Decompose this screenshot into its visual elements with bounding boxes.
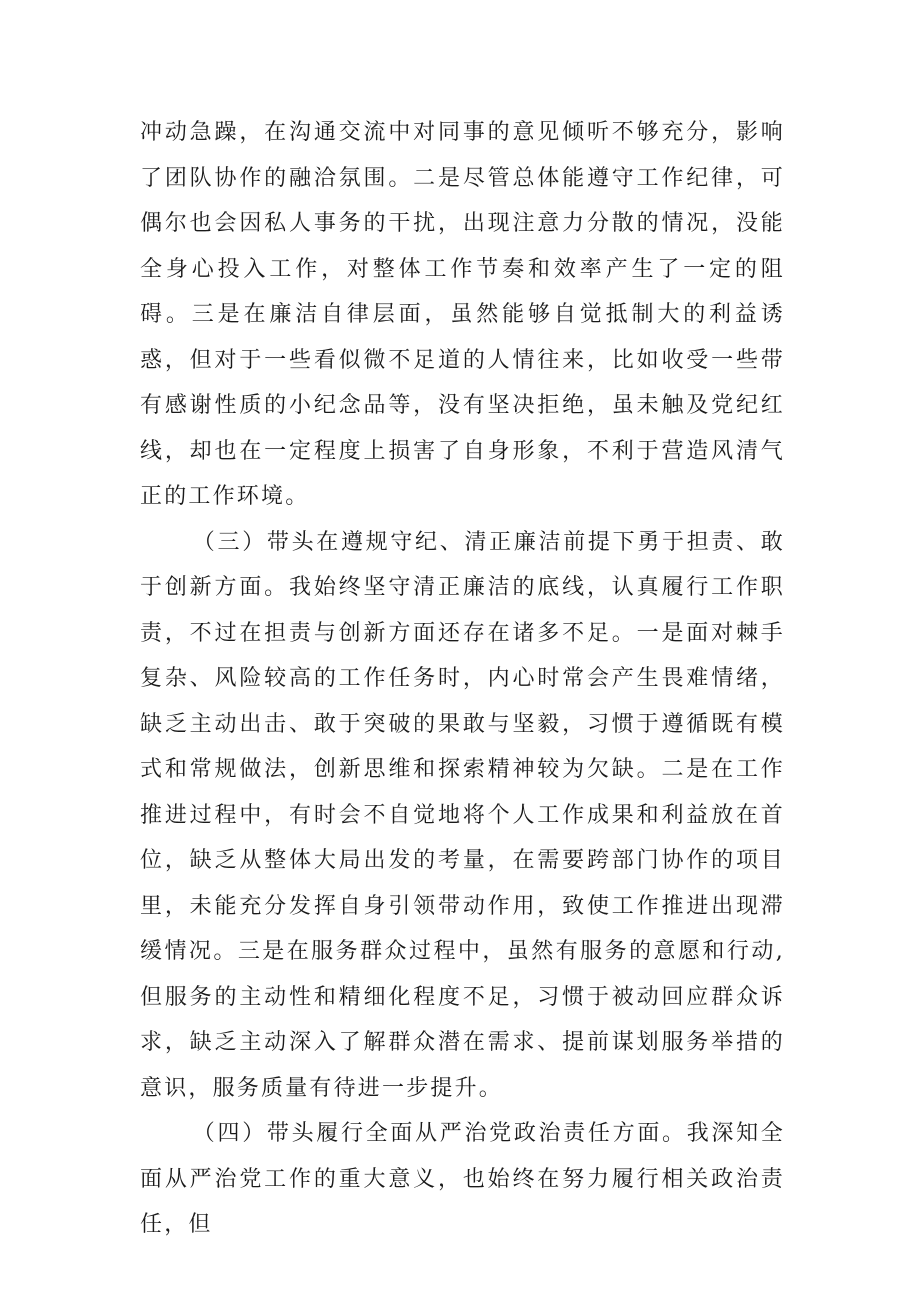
paragraph-continued: 冲动急躁，在沟通交流中对同事的意见倾听不够充分，影响了团队协作的融洽氛围。二是尽管总体能遵守工作纪律，可偶尔也会因私人事务的干扰，出现注意力分散的情况，没能全身心投入工作，对整体工作节奏和效率产生了一定的阻碍。三是在廉洁自律层面，虽然能够自觉抵制大的利益诱惑，但对于一些看似微不足道的人情往来，比如收受一些带有感谢性质的小纪念品等，没有坚决拒绝，虽未触及党纪红线，却也在一定程度上损害了自身形象，不利于营造风清气正的工作环境。 — [140, 120, 785, 509]
paragraph-section-four: （四）带头履行全面从严治党政治责任方面。我深知全面从严治党工作的重大意义，也始终在努力履行相关政治责任，但 — [140, 1121, 785, 1237]
paragraph-section-three: （三）带头在遵规守纪、清正廉洁前提下勇于担责、敢于创新方面。我始终坚守清正廉洁的底线，认真履行工作职责，不过在担责与创新方面还存在诸多不足。一是面对棘手复杂、风险较高的工作任务时，内心时常会产生畏难情绪，缺乏主动出击、敢于突破的果敢与坚毅，习惯于遵循既有模式和常规做法，创新思维和探索精神较为欠缺。二是在工作推进过程中，有时会不自觉地将个人工作成果和利益放在首位，缺乏从整体大局出发的考量，在需要跨部门协作的项目里，未能充分发挥自身引领带动作用，致使工作推进出现滞缓情况。三是在服务群众过程中，虽然有服务的意愿和行动,但服务的主动性和精细化程度不足，习惯于被动回应群众诉求，缺乏主动深入了解群众潜在需求、提前谋划服务举措的意识，服务质量有待进一步提升。 — [140, 529, 785, 1101]
document-body — [140, 110, 785, 1248]
